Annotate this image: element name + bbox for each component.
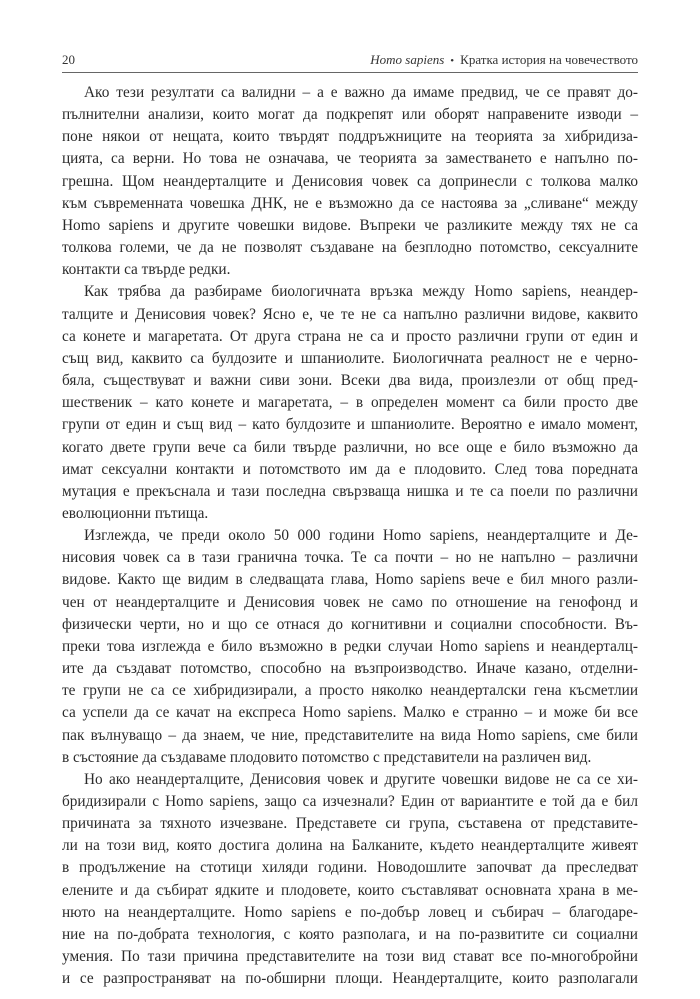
bullet-separator: • [450,55,455,67]
running-title [370,48,638,73]
text-line: шественик – като конете и магаретата, – в определен момент са били просто две [62,394,638,412]
text-line: нисовия човек са в тази гранична точка. Те са почти – но не напълно – различни [62,549,638,567]
page-number: 20 [62,52,75,67]
text-line: и се разпространяват на по-обширни площи. Неандерталците, които разполагали [62,970,638,988]
text-line: ите да създават потомство, способно на възпроизводство. Иначе казано, отделни- [62,660,638,678]
text-line: ние на по-добрата технология, с която разполага, и на по-развитите си социални [62,925,638,943]
book-title: Homo sapiens [370,52,445,67]
text-line: видове. Както ще видим в следващата глава, Homo sapiens вече е бил много разли- [62,571,638,589]
text-line: когато двете групи вече са били твърде различни, но все още е било възможно да [62,438,638,456]
text-line: са успели да се качат на експреса Homo sapiens. Малко е странно – и може би все [62,704,638,722]
text-line: нюто на неандерталците. Homo sapiens е по-добър ловец и събирач – благодаре- [62,903,638,921]
text-line: чен от неандерталците и Денисовия човек не само по отношение на генофонд и [62,593,638,611]
paragraph [62,281,638,525]
text-line: физически черти, но и що се отнася до когнитивни и социални способности. Въ- [62,615,638,633]
text-line: пак вълнуващо – да знаем, че ние, представителите на вида Homo sapiens, сме били [62,726,638,744]
text-line: талците и Денисовия човек? Ясно е, че те не са напълно различни видове, каквито [62,305,638,323]
text-line: мутация е прекъснала и тази последна свързваща нишка и те са поели по различни [62,482,638,500]
text-line: Homo sapiens и другите човешки видове. Въпреки че разликите между тях не са [62,216,638,234]
text-line: Изглежда, че преди около 50 000 години Homo sapiens, неандерталците и Де- [84,527,638,545]
text-line: умения. По тази причина представителите на този вид стават все по-многобройни [62,948,638,966]
text-line: към съвременната човешка ДНК, не е възможно да се настоява за „сливане“ между [62,194,638,212]
text-line: контакти са твърде редки. [62,261,231,279]
text-line: групи от един и същ вид – като булдозите и шпаниолите. Вероятно е имало момент, [62,416,638,434]
text-line: причината за тяхното изчезване. Представете си група, съставена от представите- [62,815,638,833]
book-subtitle: Кратка история на човечеството [460,52,638,67]
text-line: в продължение на стотици хиляди години. Новодошлите започват да преследват [62,859,638,877]
text-line: преки това изглежда е било възможно в редки случаи Homo sapiens и неандерталц- [62,637,638,655]
text-line: същ вид, каквито са булдозите и шпаниолите. Биологичната реалност не е черно- [62,349,638,367]
body-text [62,82,638,990]
paragraph [62,769,638,991]
text-line: толкова големи, че да не позволят създаване на безплодно потомство, сексуалните [62,239,638,257]
paragraph [62,525,638,769]
text-line: бридизирали с Homo sapiens, защо са изчезнали? Един от вариантите е той да е бил [62,793,638,810]
text-line: ли на този вид, която достига долина на Балканите, където неандерталците живеят [62,837,638,855]
text-line: в състояние да създаваме плодовито потомство с представители на различен вид. [62,748,592,766]
text-line: Как трябва да разбираме биологичната връзка между Homo sapiens, неандер- [84,283,638,301]
text-line: те групи не са се хибридизирали, а просто няколко неандерталски гена късметлии [62,682,638,700]
text-line: еволюционни пътища. [62,504,209,522]
paragraph [62,82,638,281]
text-line: цията, са верни. Но това не означава, че теорията за заместването е напълно по- [62,150,638,168]
text-line: бяла, съществуват и важни сиви зони. Всеки два вида, произлезли от общ пред- [62,372,638,390]
text-line: грешна. Щом неандерталците и Денисовия човек са допринесли с толкова малко [62,172,638,190]
text-line: елените и да събират ядките и плодовете, които съставляват основната храна в ме- [62,881,638,899]
text-line: пълнителни анализи, които могат да подкрепят или оборят направените изводи – [62,106,638,124]
text-line: имат сексуални контакти и потомството им да е плодовито. След това поредната [62,460,638,478]
text-line: са конете и магаретата. От друга страна не са и просто различни групи от един и [62,327,638,345]
text-line: поне някои от нещата, които твърдят поддръжниците на теорията за хибридиза- [62,128,638,146]
running-header [62,48,638,73]
text-line: Ако тези резултати са валидни – а е важно да имаме предвид, че се правят до- [84,84,638,101]
text-line: Но ако неандерталците, Денисовия човек и другите човешки видове не са се хи- [84,770,638,788]
